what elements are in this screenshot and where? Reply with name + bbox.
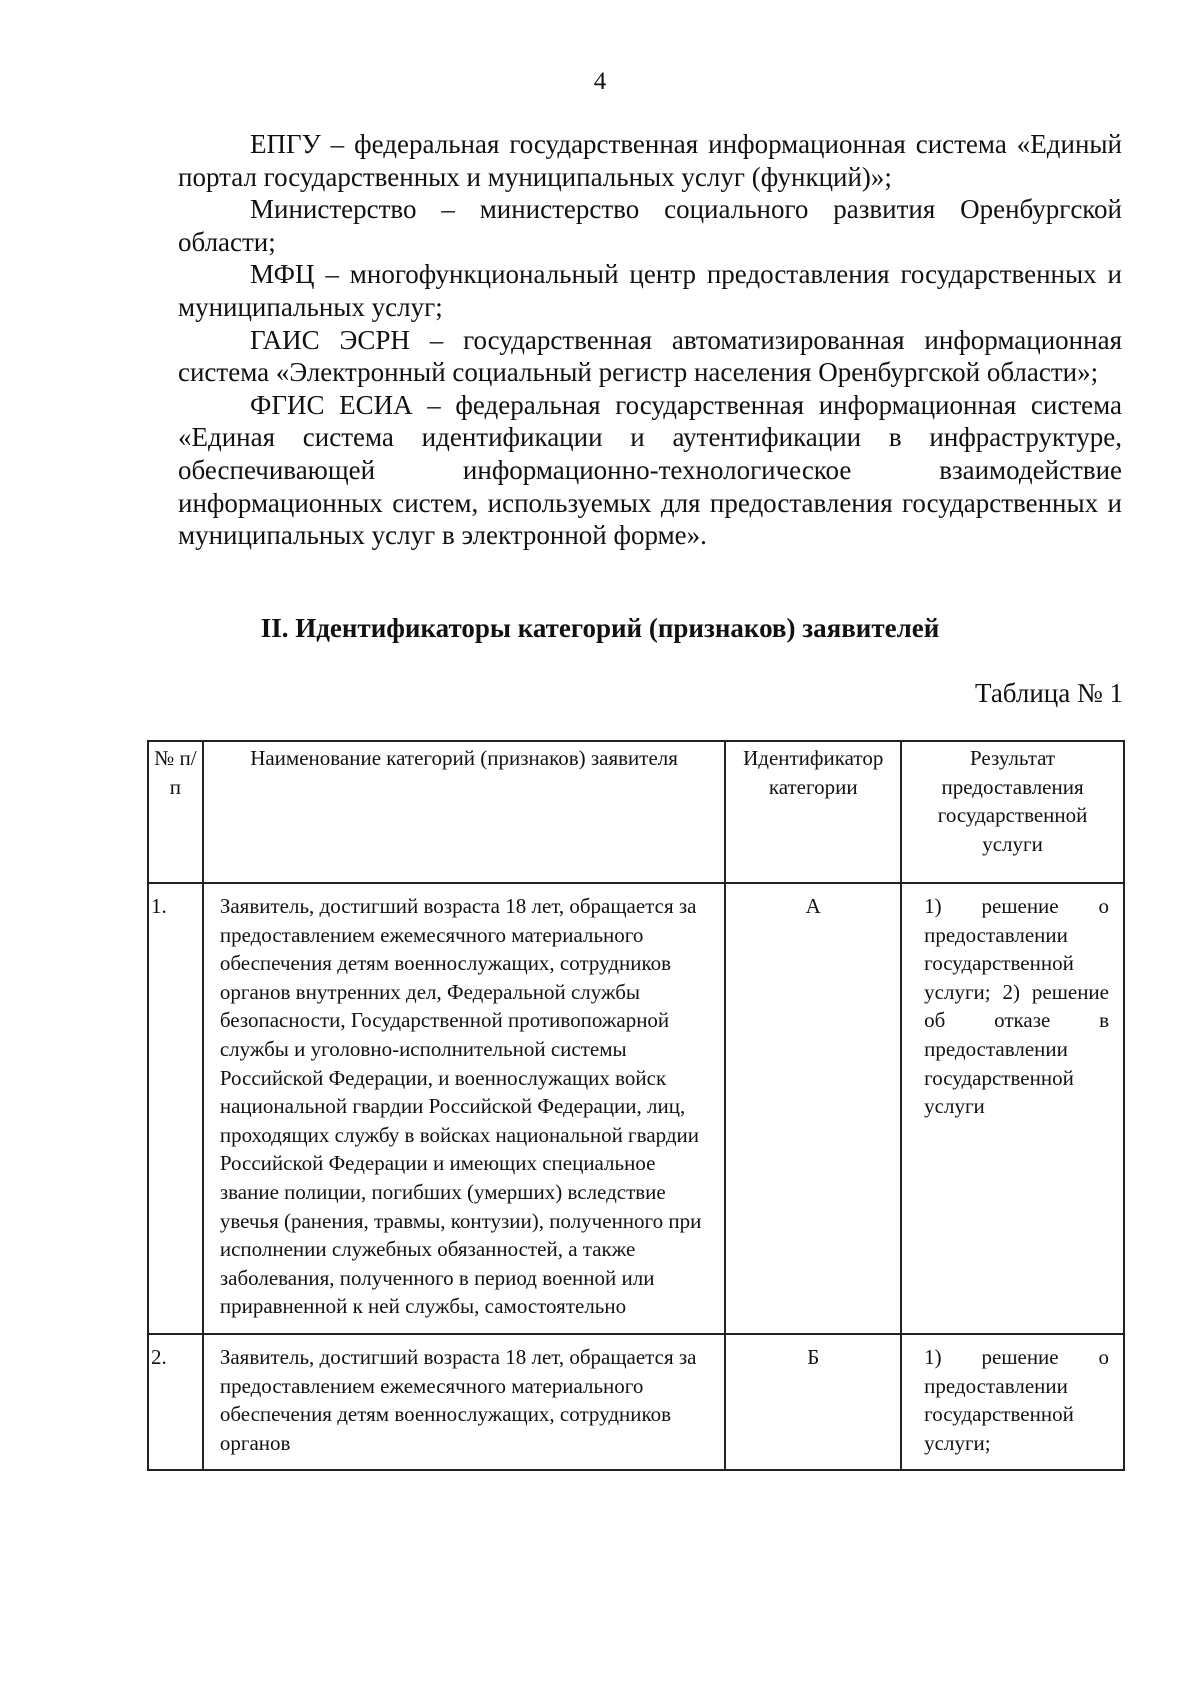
header-name: Наименование категорий (признаков) заявителя: [203, 741, 725, 883]
definition-fgis-esia: ФГИС ЕСИА – федеральная государственная информационная система «Единая система идентификации и аутентификации в инфраструктуре, обеспечивающей информационно-технологическое взаимодействие информационных систем, используемых для предоставления государственных и муниципальных услуг в электронной форме».: [178, 389, 1122, 551]
table-header-row: [148, 741, 1124, 883]
row-num: 2.: [148, 1334, 203, 1470]
definition-epgu: ЕПГУ – федеральная государственная информационная система «Единый портал государственных и муниципальных услуг (функций)»;: [178, 129, 1122, 192]
definition-gais-esrn: ГАИС ЭСРН – государственная автоматизированная информационная система «Электронный социальный регистр населения Оренбургской области»;: [178, 324, 1122, 388]
table-row: [148, 883, 1124, 1334]
definition-mfc: МФЦ – многофункциональный центр предоставления государственных и муниципальных услуг;: [178, 259, 1122, 322]
header-num: № п/п: [148, 741, 203, 883]
header-result: Результат предоставления государственной услуги: [901, 741, 1124, 883]
definition-ministry: Министерство – министерство социального развития Оренбургской области;: [178, 194, 1122, 257]
categories-table: [147, 740, 1125, 1471]
row-description: Заявитель, достигший возраста 18 лет, обращается за предоставлением ежемесячного материального обеспечения детям военнослужащих, сотрудников органов: [203, 1334, 725, 1470]
row-description: Заявитель, достигший возраста 18 лет, обращается за предоставлением ежемесячного материального обеспечения детям военнослужащих, сотрудников органов внутренних дел, Федеральной службы безопасности, Государственной противопожарной службы и уголовно-исполнительной системы Российской Федерации, и военнослужащих войск национальной гвардии Российской Федерации, лиц, проходящих службу в войсках национальной гвардии Российской Федерации и имеющих специальное звание полиции, погибших (умерших) вследствие увечья (ранения, травмы, контузии), полученного при исполнении служебных обязанностей, а также заболевания, полученного в период военной или приравненной к ней службы, самостоятельно: [203, 883, 725, 1334]
row-result: 1) решение о предоставлении государственной услуги; 2) решение об отказе в предоставлении государственной услуги: [901, 883, 1124, 1334]
header-id: Идентификатор категории: [725, 741, 901, 883]
row-id: Б: [725, 1334, 901, 1470]
table-label: Таблица № 1: [975, 678, 1123, 708]
section-title: II. Идентификаторы категорий (признаков) заявителей: [260, 613, 940, 643]
row-result: 1) решение о предоставлении государственной услуги;: [901, 1334, 1124, 1470]
row-id: А: [725, 883, 901, 1334]
page-number: 4: [593, 68, 607, 95]
definitions-block: [178, 128, 1122, 552]
table-row: [148, 1334, 1124, 1470]
row-num: 1.: [148, 883, 203, 1334]
